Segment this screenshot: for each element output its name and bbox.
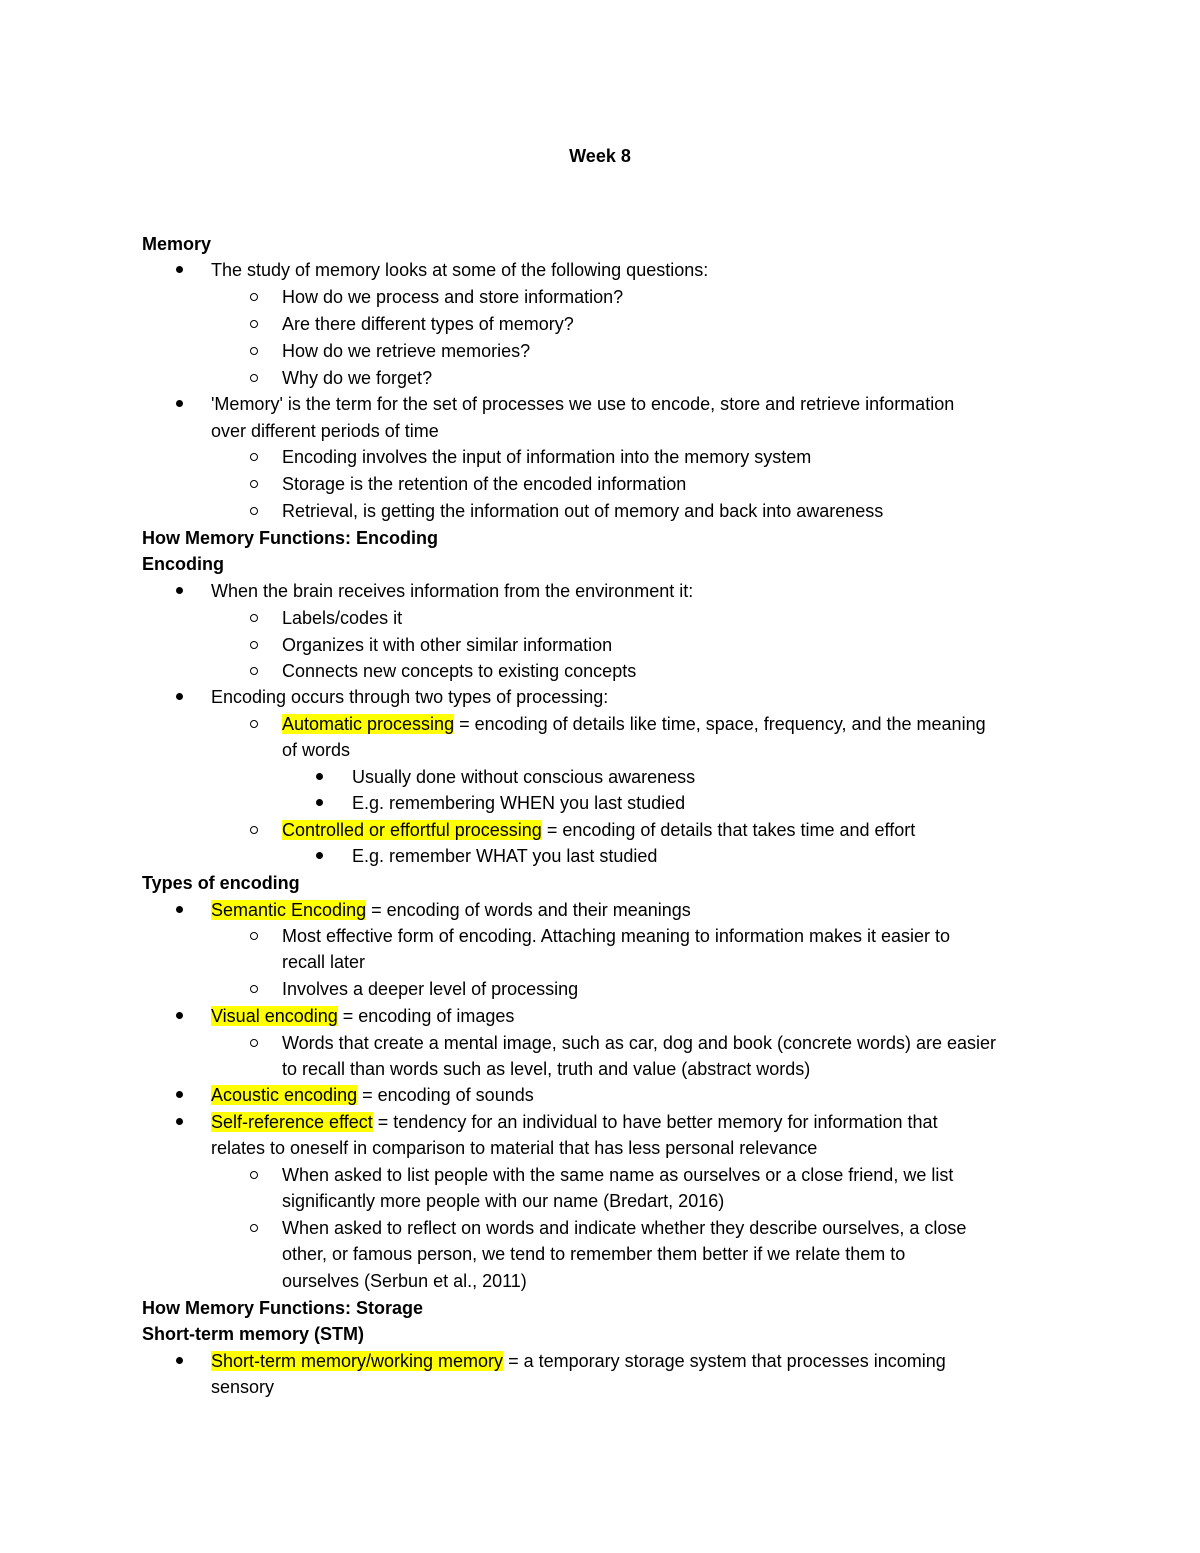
- list-item: [352, 790, 685, 816]
- list-item: [282, 1241, 905, 1267]
- text-run: = encoding of sounds: [357, 1085, 534, 1105]
- text-run: Encoding occurs through two types of processing:: [211, 687, 609, 707]
- text-run: E.g. remember WHAT you last studied: [352, 846, 658, 866]
- text-run: other, or famous person, we tend to remember them better if we relate them to: [282, 1244, 906, 1264]
- list-item: [211, 1003, 514, 1029]
- text-run: Organizes it with other similar information: [282, 635, 613, 655]
- section-heading: [142, 551, 224, 577]
- text-run: relates to oneself in comparison to material that has less personal relevance: [211, 1138, 818, 1158]
- list-item: [211, 578, 693, 604]
- list-item: [282, 923, 950, 949]
- text-run: Short-term memory (STM): [142, 1324, 365, 1344]
- list-item: [211, 391, 954, 417]
- highlighted-term: Controlled or effortful processing: [282, 820, 542, 840]
- list-item: [282, 1030, 996, 1056]
- list-item: [282, 1215, 966, 1241]
- list-item: [211, 1348, 946, 1374]
- highlighted-term: Automatic processing: [282, 714, 455, 734]
- text-run: Most effective form of encoding. Attaching meaning to information makes it easier to: [282, 926, 951, 946]
- list-item: [282, 658, 636, 684]
- text-run: Are there different types of memory?: [282, 314, 574, 334]
- highlighted-term: Self-reference effect: [211, 1112, 373, 1132]
- text-run: Encoding involves the input of information into the memory system: [282, 447, 812, 467]
- highlighted-term: Short-term memory/working memory: [211, 1351, 504, 1371]
- text-run: sensory: [211, 1377, 275, 1397]
- list-item: [282, 284, 623, 310]
- list-item: [211, 684, 608, 710]
- list-item: [211, 1374, 274, 1400]
- list-item: [282, 311, 574, 337]
- text-run: = encoding of details that takes time and effort: [541, 820, 916, 840]
- list-item: [282, 1188, 724, 1214]
- list-item: [282, 1162, 953, 1188]
- text-run: significantly more people with our name (Bredart, 2016): [282, 1191, 725, 1211]
- text-run: recall later: [282, 952, 366, 972]
- list-item: [211, 1109, 938, 1135]
- list-item: [282, 711, 986, 737]
- text-run: Retrieval, is getting the information out of memory and back into awareness: [282, 501, 884, 521]
- list-item: [282, 444, 811, 470]
- list-item: [282, 471, 686, 497]
- text-run: = tendency for an individual to have better memory for information that: [372, 1112, 938, 1132]
- text-run: Words that create a mental image, such as car, dog and book (concrete words) are easier: [282, 1033, 997, 1053]
- section-heading: [142, 1321, 364, 1347]
- text-run: Memory: [142, 234, 212, 254]
- page-title: [0, 143, 1200, 169]
- text-run: over different periods of time: [211, 421, 439, 441]
- text-run: Storage is the retention of the encoded information: [282, 474, 687, 494]
- text-run: ourselves (Serbun et al., 2011): [282, 1271, 527, 1291]
- text-run: of words: [282, 740, 351, 760]
- text-run: Usually done without conscious awareness: [352, 767, 696, 787]
- list-item: [282, 498, 883, 524]
- text-run: E.g. remembering WHEN you last studied: [352, 793, 686, 813]
- text-run: When asked to reflect on words and indicate whether they describe ourselves, a close: [282, 1218, 967, 1238]
- text-run: How do we retrieve memories?: [282, 341, 531, 361]
- text-run: Labels/codes it: [282, 608, 403, 628]
- list-item: [282, 817, 915, 843]
- text-run: = a temporary storage system that processes incoming: [503, 1351, 946, 1371]
- list-item: [211, 418, 439, 444]
- text-run: Types of encoding: [142, 873, 300, 893]
- section-heading: [142, 231, 211, 257]
- text-run: How Memory Functions: Encoding: [142, 528, 438, 548]
- text-run: Involves a deeper level of processing: [282, 979, 579, 999]
- text-run: = encoding of details like time, space, frequency, and the meaning: [454, 714, 986, 734]
- text-run: to recall than words such as level, truth and value (abstract words): [282, 1059, 811, 1079]
- text-run: When the brain receives information from the environment it:: [211, 581, 694, 601]
- text-run: = encoding of images: [337, 1006, 515, 1026]
- list-item: [282, 949, 365, 975]
- list-item: [211, 1082, 534, 1108]
- list-item: [282, 1268, 527, 1294]
- list-item: [282, 605, 402, 631]
- list-item: [282, 737, 350, 763]
- highlighted-term: Visual encoding: [211, 1006, 338, 1026]
- text-run: Connects new concepts to existing concepts: [282, 661, 637, 681]
- list-item: [211, 1135, 817, 1161]
- highlighted-term: Semantic Encoding: [211, 900, 367, 920]
- text-run: How Memory Functions: Storage: [142, 1298, 424, 1318]
- list-item: [282, 976, 578, 1002]
- text-run: Week 8: [569, 146, 631, 166]
- list-item: [282, 1056, 810, 1082]
- section-heading: [142, 525, 438, 551]
- list-item: [352, 764, 695, 790]
- list-item: [282, 632, 612, 658]
- section-heading: [142, 870, 300, 896]
- text-run: The study of memory looks at some of the following questions:: [211, 260, 709, 280]
- list-item: [211, 897, 691, 923]
- list-item: [211, 257, 708, 283]
- section-heading: [142, 1295, 423, 1321]
- text-run: When asked to list people with the same name as ourselves or a close friend, we list: [282, 1165, 954, 1185]
- list-item: [282, 338, 530, 364]
- text-run: Encoding: [142, 554, 224, 574]
- text-run: = encoding of words and their meanings: [366, 900, 691, 920]
- text-run: Why do we forget?: [282, 368, 433, 388]
- list-item: [352, 843, 657, 869]
- list-item: [282, 365, 432, 391]
- highlighted-term: Acoustic encoding: [211, 1085, 358, 1105]
- text-run: 'Memory' is the term for the set of processes we use to encode, store and retrieve information: [211, 394, 955, 414]
- text-run: How do we process and store information?: [282, 287, 624, 307]
